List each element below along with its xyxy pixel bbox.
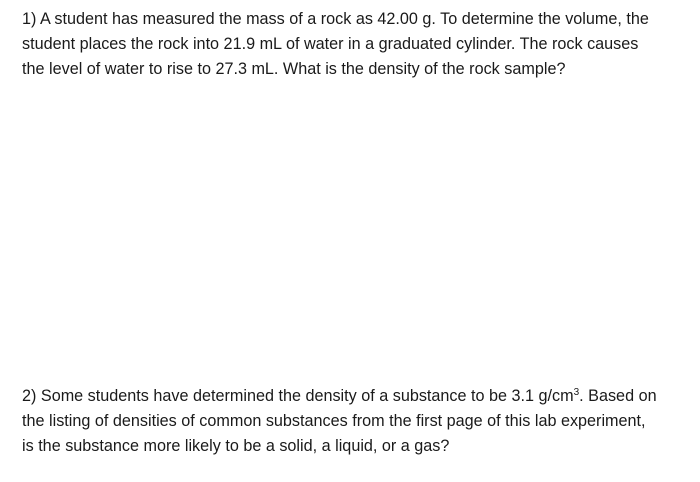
question-1-line-2: student places the rock into 21.9 mL of water in a graduated cylinder. The rock causes xyxy=(22,35,639,53)
question-2 xyxy=(22,384,684,459)
question-1 xyxy=(22,7,684,82)
question-1-line-3: the level of water to rise to 27.3 mL. What is the density of the rock sample? xyxy=(22,60,566,78)
cubed-superscript: 3 xyxy=(573,387,580,398)
question-2-line-2: the listing of densities of common substances from the first page of this lab experiment, xyxy=(22,412,646,430)
question-2-line-1 xyxy=(22,384,684,409)
question-2-line-1-tail: . Based on xyxy=(579,387,657,405)
question-1-line-1: 1) A student has measured the mass of a rock as 42.00 g. To determine the volume, the xyxy=(22,10,649,28)
question-2-line-3: is the substance more likely to be a solid, a liquid, or a gas? xyxy=(22,437,450,455)
question-2-line-1-text: 2) Some students have determined the density of a substance to be 3.1 g/cm xyxy=(22,387,574,405)
